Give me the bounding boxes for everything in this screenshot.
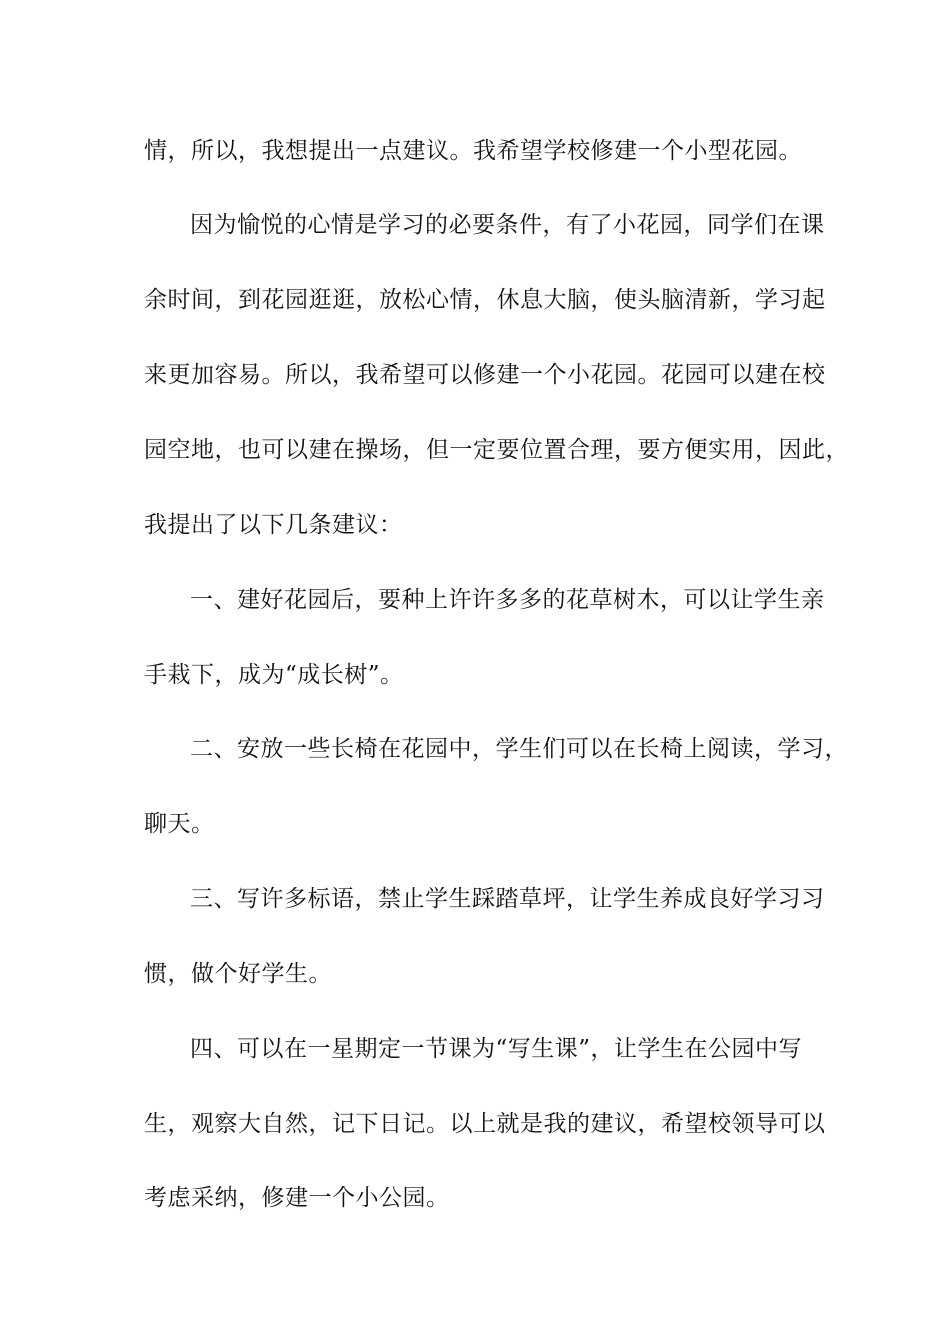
text-line: 生，观察大自然，记下日记。以上就是我的建议，希望校领导可以 [144,1111,826,1137]
text-line: 手栽下，成为“成长树”。 [144,662,404,688]
paragraph-start-line: 因为愉悦的心情是学习的必要条件，有了小花园，同学们在课 [190,212,825,238]
text-line: 考虑采纳，修建一个小公园。 [144,1185,450,1211]
paragraph-start-line: 四、可以在一星期定一节课为“写生课”，让学生在公园中写 [190,1036,803,1062]
paragraph-start-line: 一、建好花园后，要种上许许多多的花草树木，可以让学生亲 [190,587,825,613]
text-line: 聊天。 [144,811,215,837]
text-line: 来更加容易。所以，我希望可以修建一个小花园。花园可以建在校 [144,362,826,388]
paragraph-start-line: 二、安放一些长椅在花园中，学生们可以在长椅上阅读，学习， [190,736,848,762]
text-line: 余时间，到花园逛逛，放松心情，休息大脑，使头脑清新，学习起 [144,287,826,313]
text-line: 我提出了以下几条建议： [144,512,403,538]
text-line: 园空地，也可以建在操场，但一定要位置合理，要方便实用，因此， [144,437,849,463]
paragraph-start-line: 三、写许多标语，禁止学生踩踏草坪，让学生养成良好学习习 [190,886,825,912]
text-line: 情，所以，我想提出一点建议。我希望学校修建一个小型花园。 [144,138,802,164]
text-line: 惯，做个好学生。 [144,961,332,987]
